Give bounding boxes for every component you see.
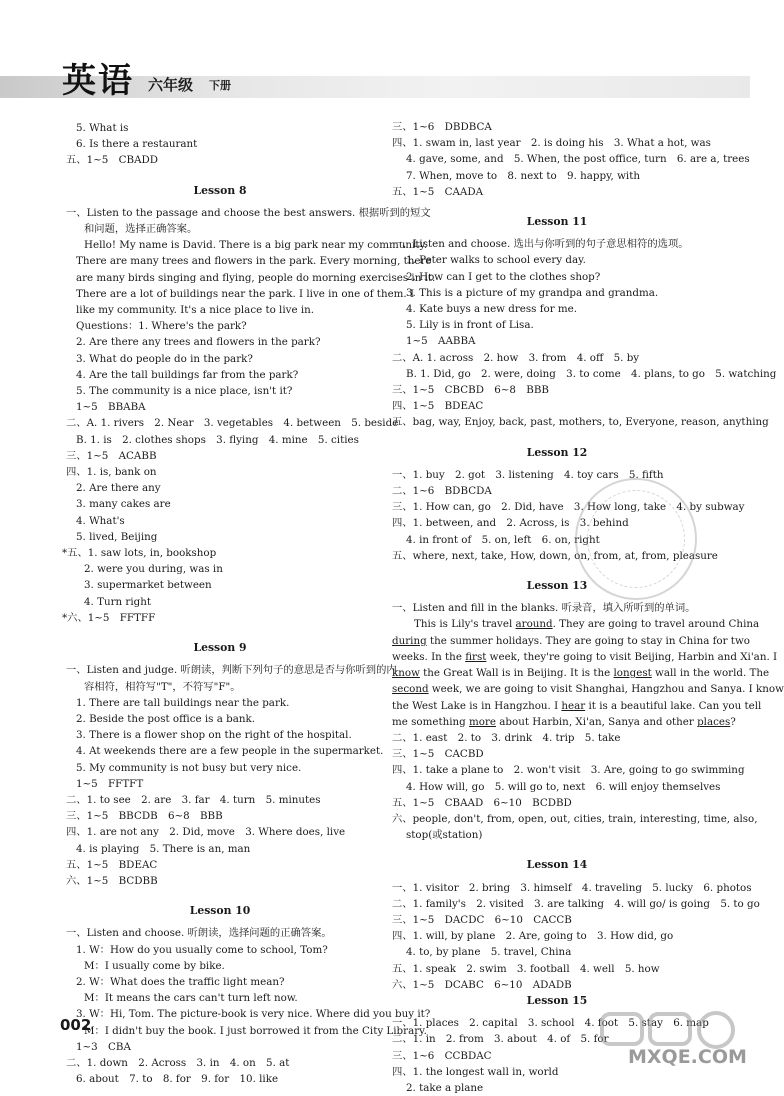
answer-line: 4. Kate buys a new dress for me. (406, 303, 578, 316)
answer-line: 2. Are there any (76, 482, 161, 495)
instruction: 一、Listen and judge. 听朗读，判断下列句子的意思是否与你听到的内 (66, 664, 397, 677)
answer-line: 二、1~6 BDBCDA (392, 485, 492, 498)
answer-line: B. 1. is 2. clothes shops 3. flying 4. mine 5. cities (76, 433, 359, 446)
page-number: 002 (60, 1016, 92, 1034)
fill-blank-line: This is Lily's travel around. They are going to travel around China (414, 618, 760, 631)
filled-blank: hear (561, 699, 586, 712)
lesson-9-title: Lesson 9 (193, 641, 247, 655)
filled-blank: places (697, 715, 731, 728)
instruction: 和问题，选择正确答案。 (84, 223, 198, 236)
lesson-10-dialog (62, 942, 431, 1088)
fill-blank-line: during the summer holidays. They are going to stay in China for two (392, 634, 750, 647)
answer-line: 三、1~5 DACDC 6~10 CACCB (392, 913, 572, 926)
filled-blank: more (469, 715, 497, 728)
statement-line: 2. Beside the post office is a bank. (76, 712, 255, 725)
answer-line: 3. W：Hi, Tom. The picture-book is very nice. Where did you buy it? (76, 1008, 431, 1021)
answer-line: 四、1. between, and 2. Across, is 3. behind (392, 517, 629, 530)
statement-line: 3. There is a flower shop on the right of the hospital. (76, 729, 352, 742)
lesson-11-body (392, 236, 777, 430)
answer-line: 2. were you during, was in (84, 563, 223, 576)
answer-line: 四、1. is, bank on (66, 466, 157, 479)
answer-line: 5. Lily is in front of Lisa. (406, 319, 534, 332)
answer-line: 二、1. east 2. to 3. drink 4. trip 5. take (392, 731, 621, 744)
answer-line: 三、1. How can, go 2. Did, have 3. How long, take 4. by subway (392, 501, 745, 514)
statement-line: 5. My community is not busy but very nice. (76, 761, 302, 774)
answer-line: *六、1~5 FFTFF (62, 611, 156, 624)
answer-line: M：It means the cars can't turn left now. (84, 992, 298, 1005)
question-line: 4. Are the tall buildings far from the park? (76, 368, 299, 381)
answer-line: 二、1. family's 2. visited 3. are talking 4. will go/ is going 5. to go (392, 897, 760, 910)
lesson-10-title: Lesson 10 (189, 904, 251, 918)
instruction: 一、Listen and fill in the blanks. 听录音，填入所听到的单词。 (392, 602, 696, 615)
answer-line: stop(或station) (406, 829, 483, 842)
answer-line: 六、1~5 DCABC 6~10 ADADB (392, 978, 572, 991)
answer-line: 三、1~5 CBCBD 6~8 BBB (392, 384, 549, 397)
answer-line: 3. This is a picture of my grandpa and grandma. (406, 286, 659, 299)
answer-line: 五、1~5 CBAAD 6~10 BCDBD (392, 796, 572, 809)
answer-line: 1. Peter walks to school every day. (406, 254, 586, 267)
answer-line: 三、1~6 CCBDAC (392, 1049, 492, 1062)
answer-line: 二、1. in 2. from 3. about 4. of 5. for (392, 1033, 609, 1046)
answer-line: 三、1~6 DBDBCA (392, 121, 492, 133)
answer-line: 五、1~5 CBADD (66, 154, 159, 167)
instruction: 一、Listen and choose. 听朗读，选择问题的正确答案。 (66, 927, 332, 940)
lesson-14-title: Lesson 14 (526, 858, 588, 872)
question-line: 3. What do people do in the park? (76, 352, 253, 365)
answer-line: 三、1~5 CACBD (392, 748, 484, 761)
answer-line: 6. about 7. to 8. for 9. for 10. like (76, 1073, 279, 1086)
passage-line: are many birds singing and flying, people do morning exercises in it. (76, 271, 436, 284)
answer-line: 4. in front of 5. on, left 6. on, right (406, 533, 600, 546)
answer-line: 1~5 AABBA (406, 335, 476, 348)
lesson-9-answers (62, 776, 378, 889)
lesson-8-title: Lesson 8 (193, 183, 247, 197)
lesson-14-body (392, 880, 760, 993)
fill-blank-line: weeks. In the first week, they're going to visit Beijing, Harbin and Xi'an. I (392, 650, 778, 663)
page-header (0, 60, 750, 110)
fill-blank-line: second week, we are going to visit Shanghai, Hangzhou and Sanya. I know (392, 683, 784, 696)
answer-line: 四、1. take a plane to 2. won't visit 3. Are, going to go swimming (392, 764, 745, 777)
answer-line: 1~5 FFTFT (76, 777, 144, 790)
filled-blank: around (515, 618, 553, 631)
answer-line: 一、Listen and choose. 选出与你听到的句子意思相符的选项。 (392, 238, 689, 251)
filled-blank: second (392, 683, 429, 696)
grade-label: 六年级 (148, 76, 194, 94)
answer-line: 六、people, don't, from, open, out, cities, train, interesting, time, also, (392, 812, 758, 825)
answer-line: 2. take a plane (406, 1081, 484, 1094)
answer-line: 六、1~5 BCDBB (66, 874, 158, 887)
watermark-text: MXQE.COM (628, 1046, 747, 1068)
right-column (392, 119, 784, 1096)
answer-line: 二、1. to see 2. are 3. far 4. turn 5. minutes (66, 793, 321, 806)
answer-line: 四、1. are not any 2. Did, move 3. Where does, live (66, 826, 346, 839)
lesson-12-title: Lesson 12 (526, 445, 588, 459)
answer-line: 4. to, by plane 5. travel, China (406, 946, 572, 959)
fill-blank-line: the West Lake is in Hangzhou. I hear it is a beautiful lake. Can you tell (392, 699, 762, 712)
answer-line: 四、1~5 BDEAC (392, 400, 484, 413)
answer-line: 1. W：How do you usually come to school, Tom? (76, 943, 328, 956)
passage-line: There are many trees and flowers in the park. Every morning, there (76, 255, 432, 268)
answer-line: 4. Turn right (84, 595, 152, 608)
filled-blank: during (392, 634, 427, 647)
passage-line: Hello! My name is David. There is a big park near my community. (84, 239, 428, 252)
answer-line: 7. When, move to 8. next to 9. happy, with (406, 169, 640, 182)
answer-line: 5. lived, Beijing (76, 530, 158, 543)
subject-title: 英语 (62, 61, 134, 101)
answer-line: 2. How can I get to the clothes shop? (406, 270, 601, 283)
answer-line: 三、1~5 ACABB (66, 449, 157, 462)
answer-line: 四、1. swam in, last year 2. is doing his 3. What a hot, was (392, 137, 711, 150)
answer-line: 1~3 CBA (76, 1040, 131, 1053)
lesson-10-continued (392, 119, 750, 200)
question-line: 2. Are there any trees and flowers in the park? (76, 336, 321, 349)
passage-line: There are a lot of buildings near the park. I live in one of them. I (76, 287, 415, 300)
answer-line: B. 1. Did, go 2. were, doing 3. to come 4. plans, to go 5. watching (406, 367, 777, 380)
answer-line: 一、1. buy 2. got 3. listening 4. toy cars 5. fifth (392, 468, 664, 481)
answer-line: 3. many cakes are (76, 498, 171, 511)
filled-blank: first (465, 650, 487, 663)
answer-line: 4. is playing 5. There is an, man (76, 842, 251, 855)
answer-line: 五、where, next, take, How, down, on, from, at, from, pleasure (392, 549, 718, 562)
fill-blank-line: know the Great Wall is in Beijing. It is the longest wall in the world. The (392, 667, 770, 680)
statement-line: 4. At weekends there are a few people in the supermarket. (76, 745, 384, 758)
passage-line: like my community. It's a nice place to live in. (76, 304, 315, 317)
answer-line: 二、A. 1. across 2. how 3. from 4. off 5. by (392, 351, 640, 364)
answer-line: 四、1. the longest wall in, world (392, 1065, 559, 1078)
answer-line: 一、1. visitor 2. bring 3. himself 4. traveling 5. lucky 6. photos (392, 881, 752, 894)
instruction: 一、Listen to the passage and choose the best answers. 根据听到的短文 (66, 206, 431, 219)
answer-line: 4. What's (76, 514, 125, 527)
answer-line: 1~5 BBABA (76, 401, 146, 414)
answer-line: 6. Is there a restaurant (76, 138, 198, 151)
term-label: 下册 (209, 79, 231, 92)
answer-line: 五、1. speak 2. swim 3. football 4. well 5. how (392, 962, 660, 975)
answer-line: 2. W：What does the traffic light mean? (76, 975, 285, 988)
lesson-11-title: Lesson 11 (526, 215, 588, 229)
answer-line: 三、1~5 BBCDB 6~8 BBB (66, 810, 223, 823)
answer-line: 4. gave, some, and 5. When, the post office, turn 6. are a, trees (406, 153, 750, 166)
answer-line: 四、1. will, by plane 2. Are, going to 3. How did, go (392, 930, 674, 943)
answer-line: 二、1. down 2. Across 3. in 4. on 5. at (66, 1056, 290, 1069)
answer-line: 五、bag, way, Enjoy, back, past, mothers, to, Everyone, reason, anything (392, 416, 769, 429)
filled-blank: know (392, 667, 420, 680)
answer-line: 一、1. places 2. capital 3. school 4. foot 5. stay 6. map (392, 1017, 709, 1030)
question-line: 5. The community is a nice place, isn't it? (76, 385, 293, 398)
answer-line: M：I didn't buy the book. I just borrowed it from the City Library. (84, 1024, 427, 1037)
lesson-15-title: Lesson 15 (526, 993, 588, 1007)
answer-line: 4. How will, go 5. will go to, next 6. will enjoy themselves (406, 780, 721, 793)
filled-blank: longest (613, 667, 652, 680)
answer-line: 二、A. 1. rivers 2. Near 3. vegetables 4. between 5. beside (66, 417, 399, 430)
instruction: 容相符，相符写"T"，不符写"F"。 (84, 680, 241, 693)
answer-line: 5. What is (76, 122, 129, 134)
lesson-13-title: Lesson 13 (526, 579, 588, 593)
answer-line: M：I usually come by bike. (84, 959, 225, 972)
lesson-8-answers (62, 399, 399, 626)
lesson-13-answers (392, 730, 758, 843)
statement-line: 1. There are tall buildings near the park. (76, 696, 290, 709)
fill-blank-line: me something more about Harbin, Xi'an, Sanya and other places? (392, 715, 736, 728)
question-line: Questions：1. Where's the park? (76, 320, 247, 333)
answer-line: 3. supermarket between (84, 579, 212, 592)
answer-line: 五、1~5 BDEAC (66, 858, 158, 871)
answer-line: *五、1. saw lots, in, bookshop (62, 547, 217, 560)
answer-line: 五、1~5 CAADA (392, 185, 484, 198)
